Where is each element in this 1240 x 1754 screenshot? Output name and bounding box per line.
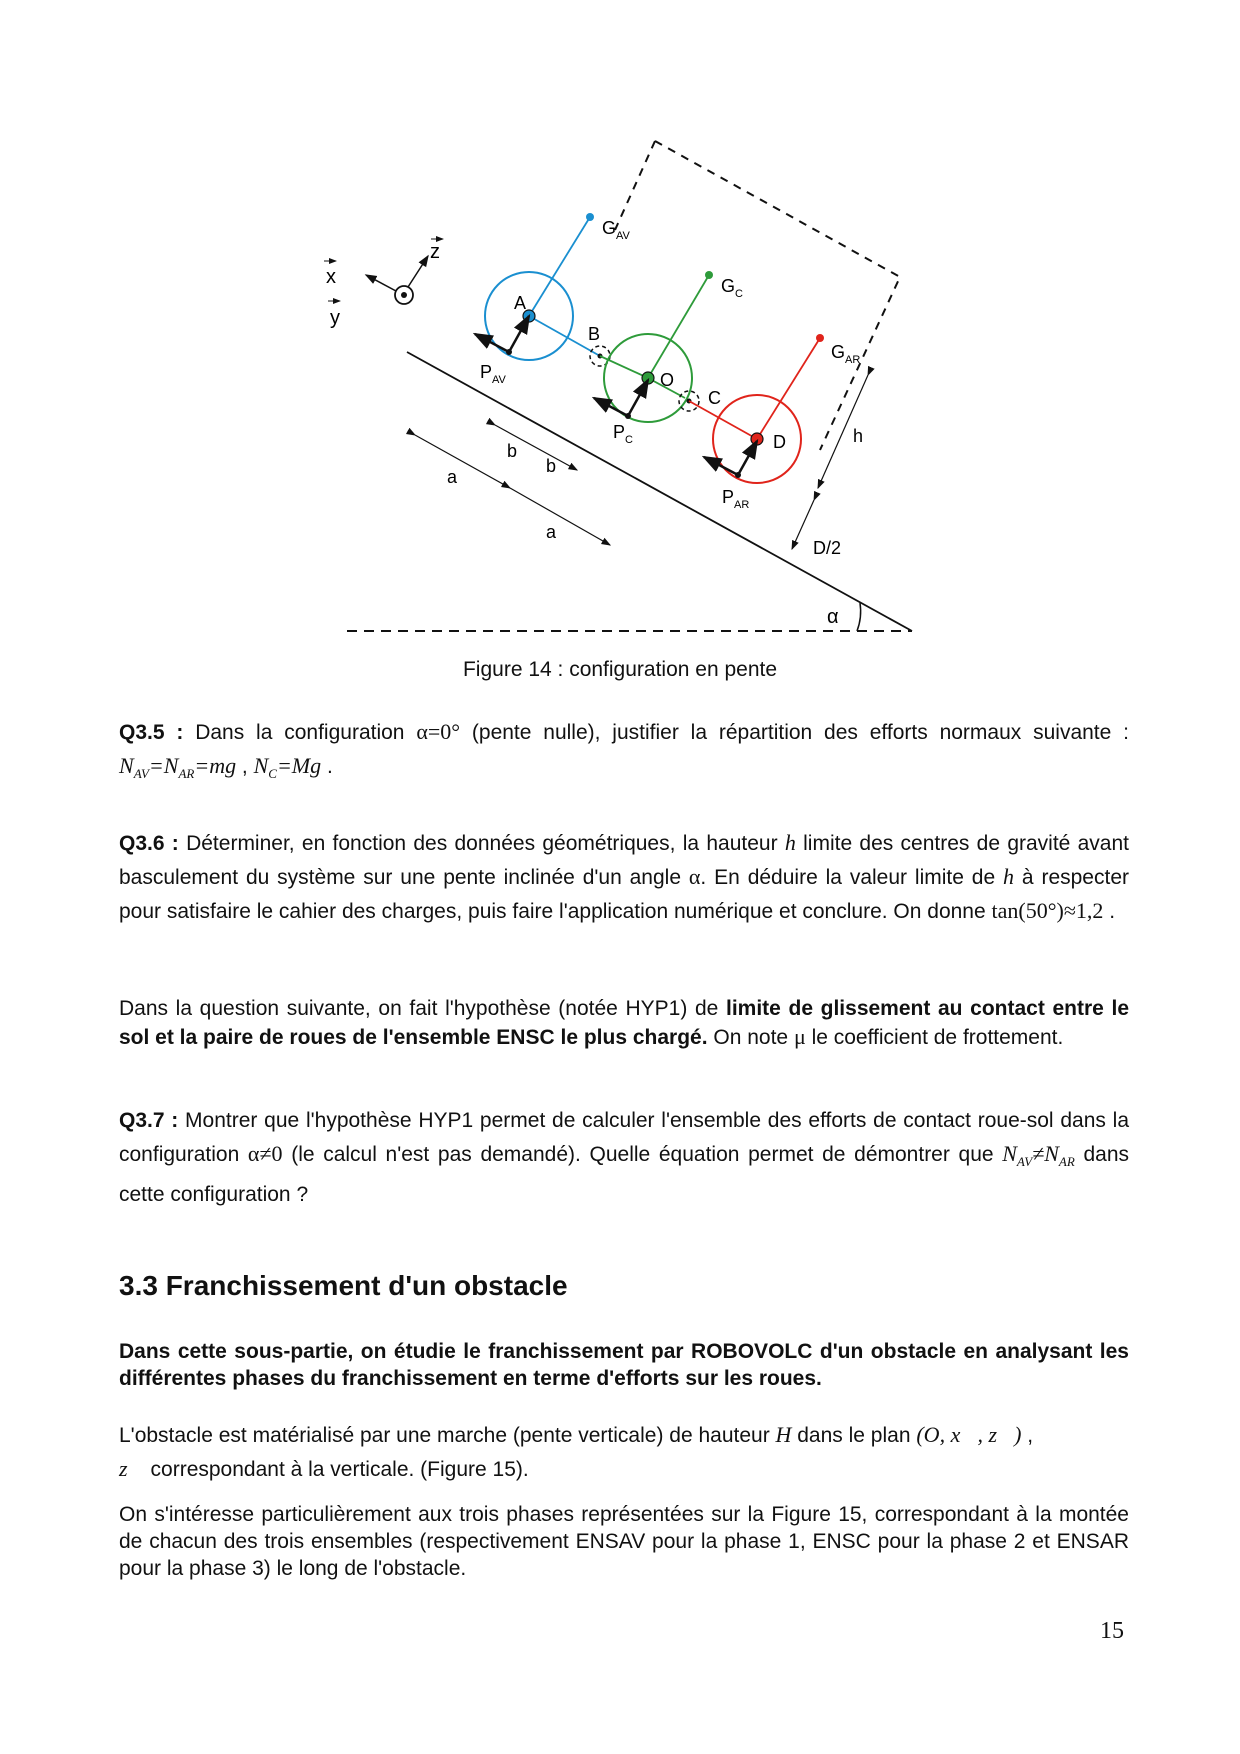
d2-dimension: [792, 500, 814, 549]
b-label-lower: b: [546, 456, 557, 476]
a-dimension-lower: [510, 488, 610, 545]
G-C-label: $G_C$: [721, 276, 743, 300]
axis-x-label: x: [326, 266, 336, 288]
q36-label: Q3.6 :: [119, 832, 179, 855]
phases-paragraph: On s'intéresse particulièrement aux trois phases représentées sur la Figure 15, correspondant à la montée de chacun des trois ensembles (respectivement ENSAV pour la phase 1, ENSC pour la phase 2 et ENSAR pour la phase 3) le long de l'obstacle.: [119, 1503, 1129, 1580]
point-O-label: O: [660, 370, 675, 390]
section-intro: Dans cette sous-partie, on étudie le franchissement par ROBOVOLC d'un obstacle en analysant les différentes phases du franchissement en terme d'efforts sur les roues.: [119, 1340, 1129, 1390]
slope-configuration-figure: [326, 130, 930, 640]
q37-math-navnar: $N_{AV}\ne N_{AR}$: [1002, 1141, 1075, 1169]
page-number: 15: [1100, 1618, 1124, 1644]
q37-label: Q3.7 :: [119, 1109, 179, 1132]
rear-wheel-assembly: [689, 334, 860, 511]
obstacle-paragraph: L'obstacle est matérialisé par une marche (pente verticale) de hauteur H dans le plan (O, x⃗, z⃗) , z⃗ correspondant à la verticale. (Figure 15).: [119, 1422, 1034, 1481]
point-C-label: C: [708, 388, 721, 408]
a-dimension-upper: [415, 435, 510, 488]
gravity-frame-dashed: [615, 141, 900, 450]
a-label-upper: a: [447, 467, 458, 487]
plane-notation: (O, x⃗, z⃗): [916, 1422, 1022, 1447]
a-label-lower: a: [546, 522, 557, 542]
q35-math-normal-forces: $N_{AV}=N_{AR}=mg$: [119, 753, 237, 781]
slope-line: [407, 352, 912, 631]
P-AV-label: $P_{AV}$: [480, 362, 506, 386]
b-label-upper: b: [507, 441, 518, 461]
hyp-bold: limite de glissement au contact entre le sol et la paire de roues de l'ensemble ENSC le plus chargé.: [119, 997, 1129, 1049]
q36-math-tan: tan(50°)≈1,2: [991, 898, 1104, 923]
point-D-label: D: [773, 432, 786, 452]
P-AR-label: $P_{AR}$: [722, 487, 750, 511]
d2-label: D/2: [813, 538, 842, 558]
figure-caption: Figure 14 : configuration en pente: [462, 658, 778, 681]
question-3-7: Q3.7 : Montrer que l'hypothèse HYP1 permet de calculer l'ensemble des efforts de contact roue-sol dans la configuration α≠0 (le calcul n'est pas demandé). Quelle équation permet de démontrer que $N_{AV}\ne N_{AR}$ dans cette configuration ?: [119, 1109, 1130, 1206]
question-3-5: Q3.5 : Dans la configuration α=0° (pente nulle), justifier la répartition des efforts normaux suivante : $N_{AV}=N_{AR}=mg$ , $N_C=Mg$ .: [119, 719, 1129, 781]
axis-z-label: z: [430, 241, 440, 263]
coordinate-system: [324, 239, 443, 329]
P-C-label: $P_C$: [613, 422, 633, 446]
h-label: h: [853, 426, 864, 446]
alpha-arc: [857, 603, 861, 631]
q35-label: Q3.5 :: [119, 721, 184, 744]
G-AV-label: $G_{AV}$: [602, 218, 630, 242]
alpha-label: α: [827, 606, 839, 628]
axis-y-label: y: [330, 307, 340, 329]
point-A-label: A: [514, 293, 527, 313]
q35-math-nc: $N_C=Mg$: [253, 753, 322, 781]
section-heading: 3.3 Franchissement d'un obstacle: [119, 1270, 568, 1301]
center-wheel-assembly: [594, 271, 743, 446]
hypothesis-paragraph: Dans la question suivante, on fait l'hypothèse (notée HYP1) de limite de glissement au contact entre le sol et la paire de roues de l'ensemble ENSC le plus chargé. On note μ le coefficient de frottement.: [119, 997, 1129, 1049]
question-3-6: Q3.6 : Déterminer, en fonction des données géométriques, la hauteur h limite des centres de gravité avant basculement du système sur une pente inclinée d'un angle α. En déduire la valeur limite de h à respecter pour satisfaire le cahier des charges, puis faire l'application numérique et conclure. On donne tan(50°)≈1,2 .: [119, 830, 1129, 923]
q35-math-alpha: α=0°: [416, 719, 461, 744]
G-AR-label: $G_{AR}$: [831, 342, 861, 366]
point-B-label: B: [588, 324, 601, 344]
